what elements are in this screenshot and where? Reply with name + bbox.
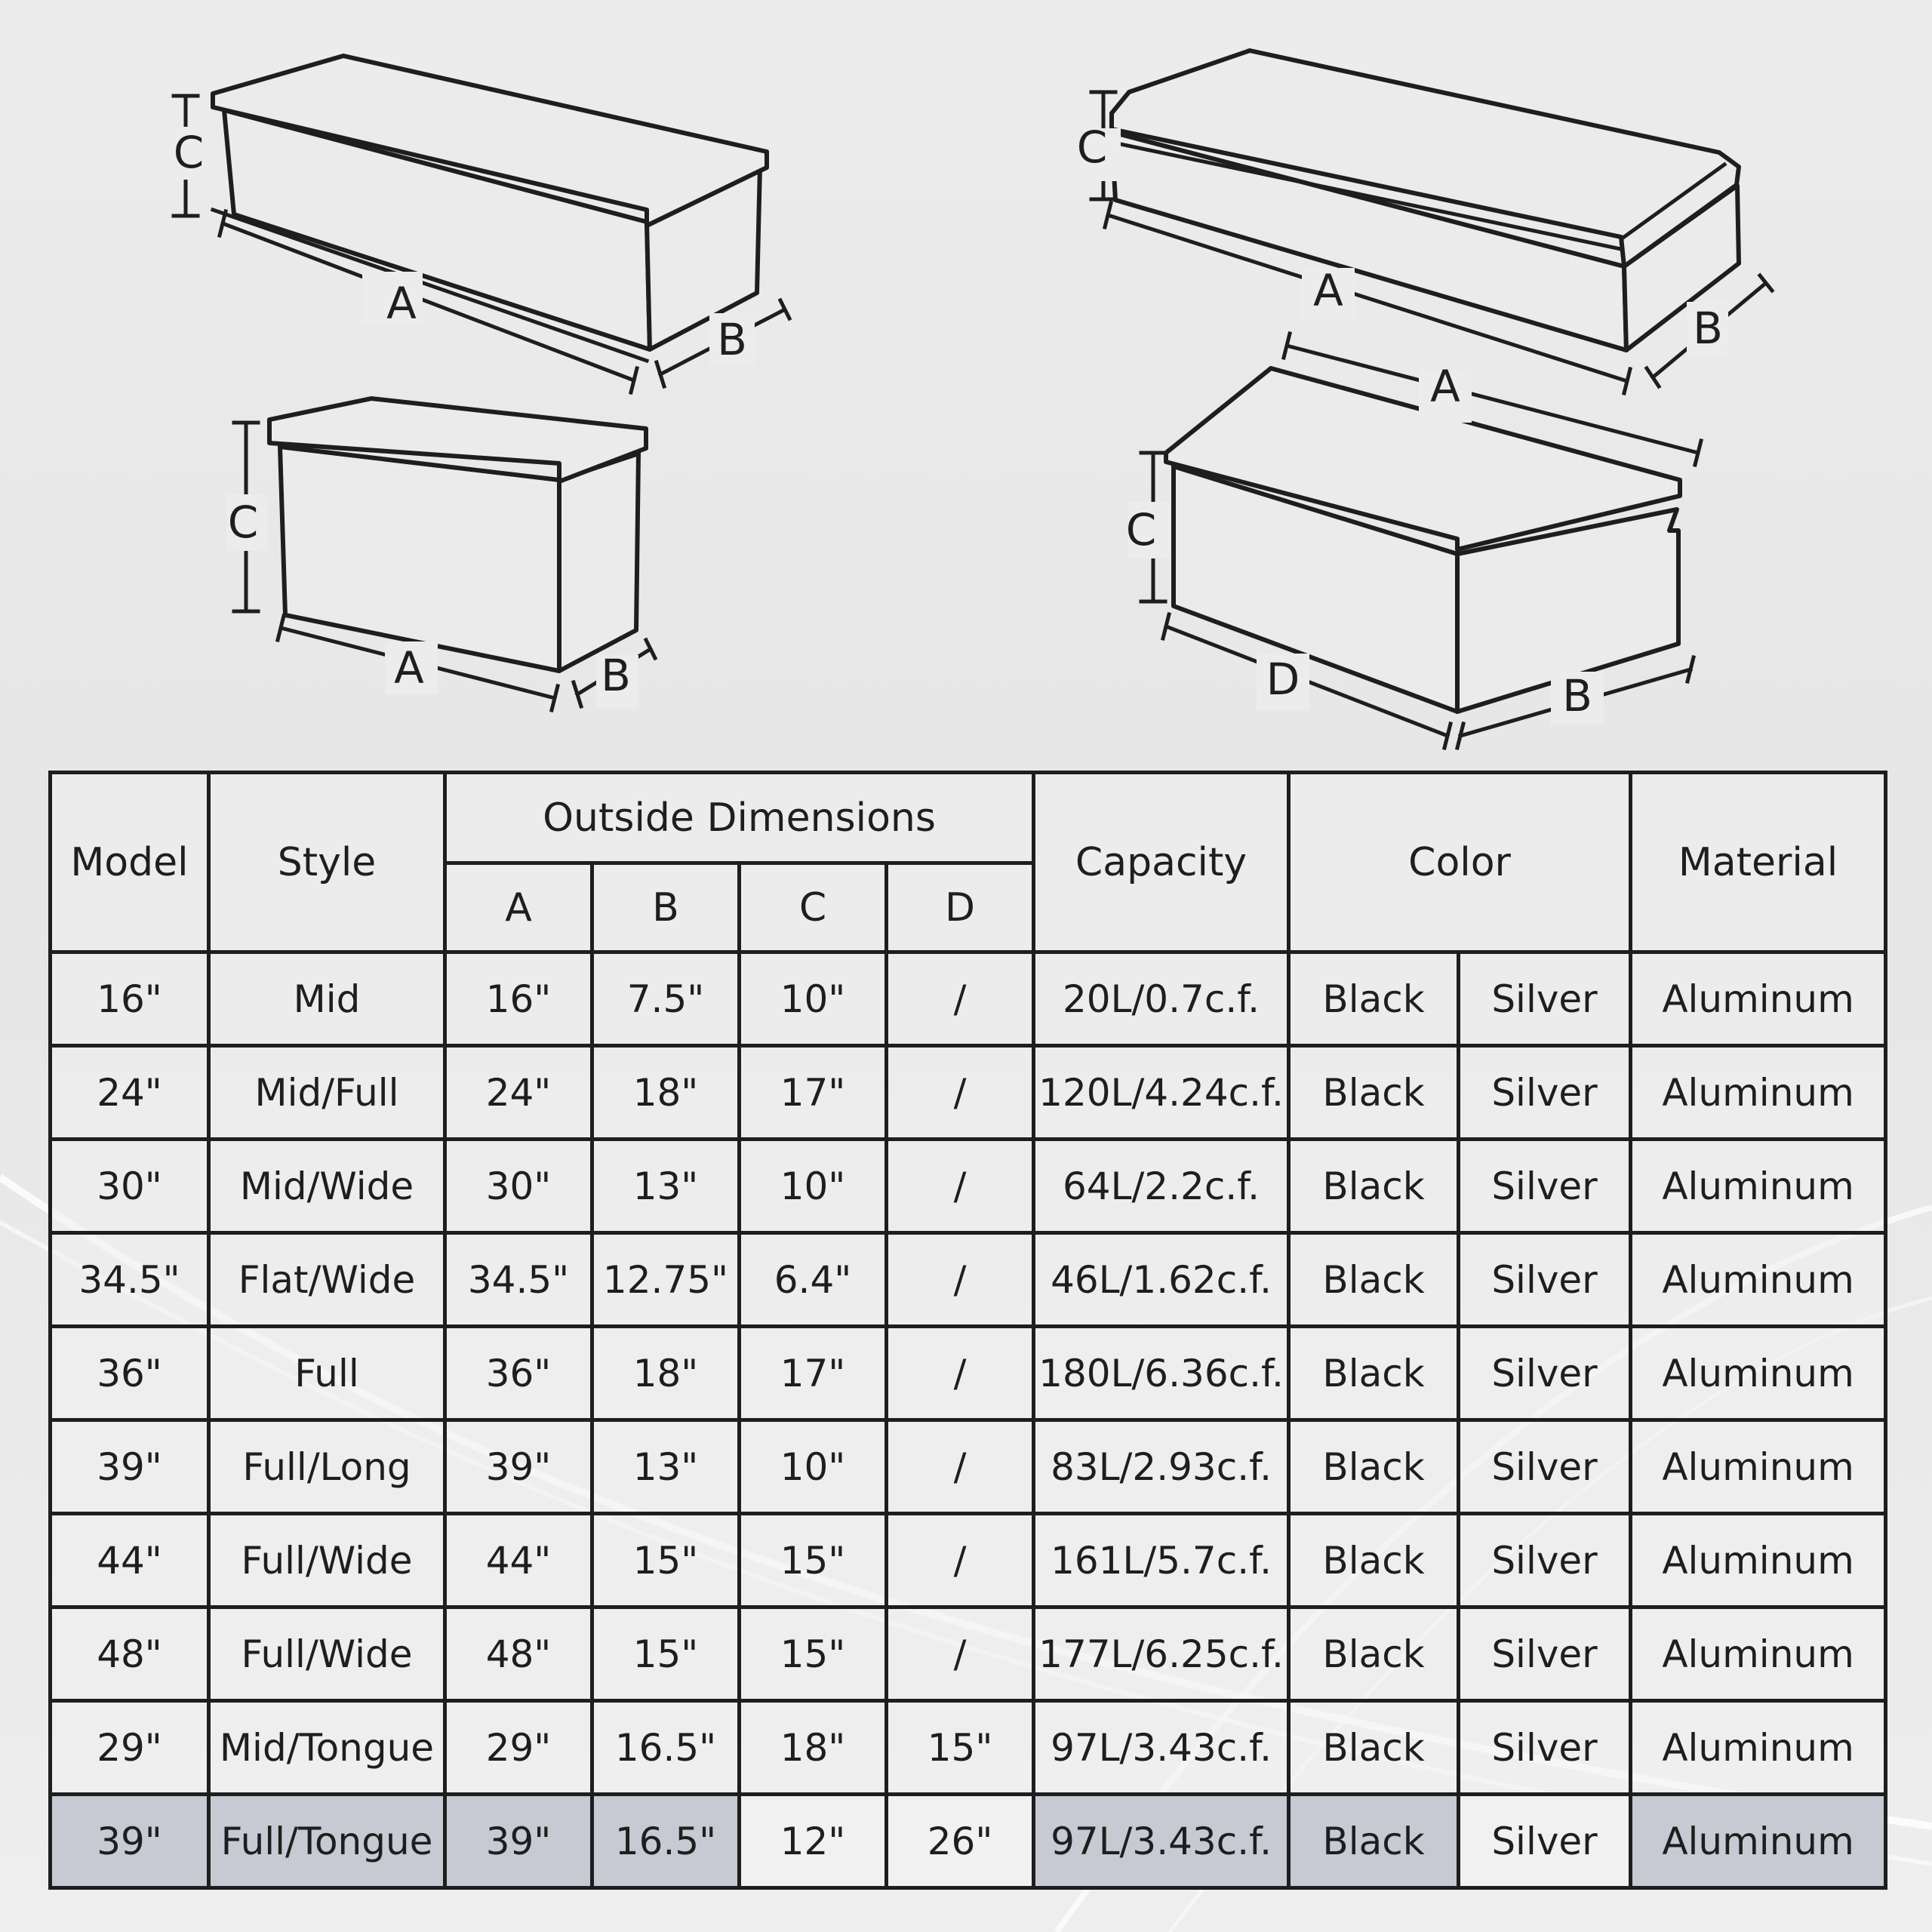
cell-style: Full/Wide [209,1607,445,1701]
header-a: A [445,863,592,952]
cell-model: 34.5" [51,1233,209,1327]
header-color: Color [1289,773,1631,952]
diagram-tongue-box [1126,334,1701,748]
box4-label-a: A [1430,361,1460,412]
table-row [51,1701,1886,1795]
cell-c: 18" [740,1701,887,1795]
cell-d: / [887,1140,1034,1233]
cell-color-black: Black [1289,1607,1459,1701]
cell-c: 10" [740,1420,887,1514]
cell-model: 44" [51,1514,209,1607]
cell-a: 30" [445,1140,592,1233]
cell-c: 12" [740,1795,887,1888]
box3-label-c: C [1076,122,1108,173]
header-c: C [740,863,887,952]
cell-material: Aluminum [1631,1327,1886,1420]
cell-color-black: Black [1289,1514,1459,1607]
box3-label-b: B [1693,303,1723,354]
header-row [51,773,1886,863]
cell-model: 36" [51,1327,209,1420]
cell-c: 15" [740,1514,887,1607]
diagram-long-box [1077,51,1772,393]
cell-capacity: 97L/3.43c.f. [1034,1701,1289,1795]
cell-a: 34.5" [445,1233,592,1327]
cell-d: / [887,1514,1034,1607]
cell-a: 39" [445,1795,592,1888]
cell-d: / [887,1607,1034,1701]
cell-a: 36" [445,1327,592,1420]
cell-b: 13" [592,1420,740,1514]
cell-model: 30" [51,1140,209,1233]
box4-label-d: D [1266,654,1300,705]
cell-a: 44" [445,1514,592,1607]
cell-color-silver: Silver [1459,1046,1631,1140]
box4-label-c: C [1125,504,1157,555]
box1-label-a: A [386,278,417,329]
box3-label-a: A [1313,265,1343,316]
cell-model: 48" [51,1607,209,1701]
header-model: Model [51,773,209,952]
cell-color-silver: Silver [1459,1140,1631,1233]
cell-color-silver: Silver [1459,952,1631,1046]
box1-label-b: B [717,314,747,365]
cell-style: Mid [209,952,445,1046]
cell-c: 17" [740,1046,887,1140]
header-style: Style [209,773,445,952]
cell-model: 29" [51,1701,209,1795]
cell-style: Full/Tongue [209,1795,445,1888]
table-row [51,1327,1886,1420]
cell-a: 16" [445,952,592,1046]
cell-d: / [887,1046,1034,1140]
cell-d: / [887,1327,1034,1420]
cell-b: 16.5" [592,1795,740,1888]
cell-capacity: 120L/4.24c.f. [1034,1046,1289,1140]
header-d: D [887,863,1034,952]
cell-style: Full/Wide [209,1514,445,1607]
cell-d: 26" [887,1795,1034,1888]
cell-c: 17" [740,1327,887,1420]
box2-label-b: B [601,650,631,701]
box2-label-a: A [394,642,424,694]
cell-color-black: Black [1289,1140,1459,1233]
cell-color-silver: Silver [1459,1233,1631,1327]
cell-c: 10" [740,1140,887,1233]
table-row [51,1046,1886,1140]
cell-color-silver: Silver [1459,1795,1631,1888]
cell-b: 16.5" [592,1701,740,1795]
cell-model: 39" [51,1420,209,1514]
header-capacity: Capacity [1034,773,1289,952]
dimension-diagrams [0,0,1932,755]
cell-color-black: Black [1289,1046,1459,1140]
cell-capacity: 20L/0.7c.f. [1034,952,1289,1046]
cell-color-black: Black [1289,952,1459,1046]
cell-model: 39" [51,1795,209,1888]
cell-color-black: Black [1289,1327,1459,1420]
cell-a: 24" [445,1046,592,1140]
cell-style: Full/Long [209,1420,445,1514]
cell-d: / [887,1233,1034,1327]
cell-material: Aluminum [1631,1607,1886,1701]
cell-a: 48" [445,1607,592,1701]
header-outside-dimensions: Outside Dimensions [445,773,1034,863]
cell-b: 12.75" [592,1233,740,1327]
cell-color-silver: Silver [1459,1327,1631,1420]
box4-label-b: B [1562,670,1592,721]
table-row [51,1795,1886,1888]
cell-capacity: 177L/6.25c.f. [1034,1607,1289,1701]
cell-model: 16" [51,952,209,1046]
box2-label-c: C [227,497,259,548]
table-row [51,1607,1886,1701]
cell-style: Full [209,1327,445,1420]
cell-style: Flat/Wide [209,1233,445,1327]
cell-color-silver: Silver [1459,1701,1631,1795]
cell-b: 15" [592,1514,740,1607]
cell-b: 7.5" [592,952,740,1046]
cell-material: Aluminum [1631,1795,1886,1888]
table-row [51,1233,1886,1327]
cell-a: 29" [445,1701,592,1795]
cell-d: / [887,952,1034,1046]
header-material: Material [1631,773,1886,952]
cell-color-black: Black [1289,1420,1459,1514]
cell-material: Aluminum [1631,1701,1886,1795]
cell-b: 18" [592,1046,740,1140]
cell-capacity: 64L/2.2c.f. [1034,1140,1289,1233]
cell-c: 6.4" [740,1233,887,1327]
cell-material: Aluminum [1631,1233,1886,1327]
cell-b: 15" [592,1607,740,1701]
diagram-mid-box [170,56,789,392]
cell-capacity: 83L/2.93c.f. [1034,1420,1289,1514]
cell-material: Aluminum [1631,1514,1886,1607]
cell-color-silver: Silver [1459,1420,1631,1514]
cell-a: 39" [445,1420,592,1514]
cell-material: Aluminum [1631,952,1886,1046]
cell-style: Mid/Full [209,1046,445,1140]
cell-color-silver: Silver [1459,1607,1631,1701]
cell-material: Aluminum [1631,1046,1886,1140]
table-row [51,1514,1886,1607]
cell-capacity: 180L/6.36c.f. [1034,1327,1289,1420]
cell-c: 15" [740,1607,887,1701]
cell-color-black: Black [1289,1701,1459,1795]
cell-material: Aluminum [1631,1140,1886,1233]
cell-b: 13" [592,1140,740,1233]
diagram-small-box [226,398,655,710]
cell-style: Mid/Wide [209,1140,445,1233]
cell-d: 15" [887,1701,1034,1795]
cell-model: 24" [51,1046,209,1140]
cell-capacity: 46L/1.62c.f. [1034,1233,1289,1327]
cell-style: Mid/Tongue [209,1701,445,1795]
cell-color-black: Black [1289,1795,1459,1888]
table-row [51,952,1886,1046]
cell-color-silver: Silver [1459,1514,1631,1607]
box1-label-c: C [173,127,205,178]
header-b: B [592,863,740,952]
cell-capacity: 97L/3.43c.f. [1034,1795,1289,1888]
cell-color-black: Black [1289,1233,1459,1327]
cell-c: 10" [740,952,887,1046]
cell-d: / [887,1420,1034,1514]
cell-b: 18" [592,1327,740,1420]
cell-material: Aluminum [1631,1420,1886,1514]
table-row [51,1140,1886,1233]
table-row [51,1420,1886,1514]
spec-table [48,771,1887,1890]
cell-capacity: 161L/5.7c.f. [1034,1514,1289,1607]
